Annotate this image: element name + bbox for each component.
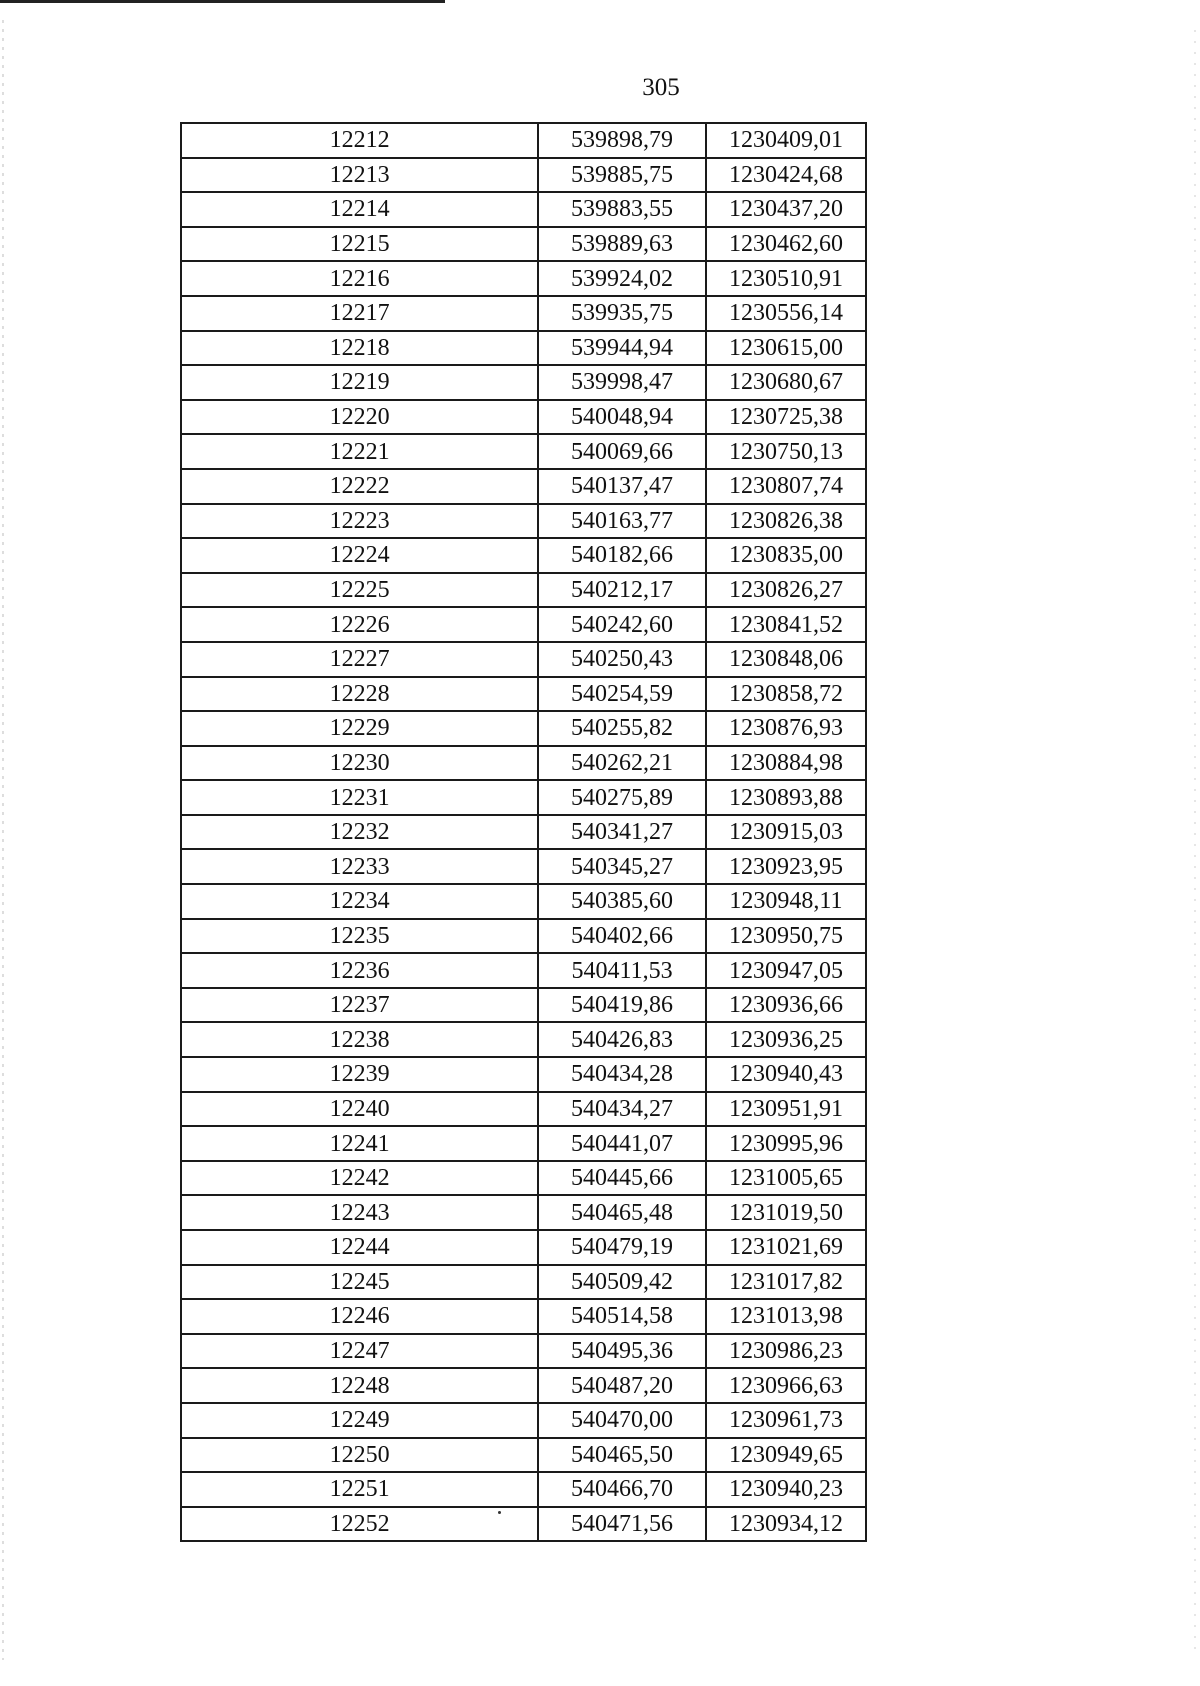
y-coordinate-cell: 1230949,65 — [706, 1438, 866, 1473]
table-row — [181, 711, 866, 746]
x-coordinate-cell: 540048,94 — [538, 400, 706, 435]
point-number-cell: 12212 — [181, 123, 538, 158]
y-coordinate-cell: 1230876,93 — [706, 711, 866, 746]
table-row — [181, 919, 866, 954]
point-number-cell: 12232 — [181, 815, 538, 850]
x-coordinate-cell: 539885,75 — [538, 158, 706, 193]
y-coordinate-cell: 1230725,38 — [706, 400, 866, 435]
table-row — [181, 1334, 866, 1369]
table-row — [181, 642, 866, 677]
x-coordinate-cell: 539924,02 — [538, 261, 706, 296]
y-coordinate-cell: 1230858,72 — [706, 677, 866, 712]
y-coordinate-cell: 1230947,05 — [706, 953, 866, 988]
y-coordinate-cell: 1230940,43 — [706, 1057, 866, 1092]
point-number-cell: 12214 — [181, 192, 538, 227]
table-row — [181, 504, 866, 539]
x-coordinate-cell: 540470,00 — [538, 1403, 706, 1438]
point-number-cell: 12235 — [181, 919, 538, 954]
y-coordinate-cell: 1230835,00 — [706, 538, 866, 573]
x-coordinate-cell: 540479,19 — [538, 1230, 706, 1265]
point-number-cell: 12244 — [181, 1230, 538, 1265]
y-coordinate-cell: 1230923,95 — [706, 849, 866, 884]
x-coordinate-cell: 540434,27 — [538, 1092, 706, 1127]
y-coordinate-cell: 1230966,63 — [706, 1368, 866, 1403]
table-row — [181, 227, 866, 262]
point-number-cell: 12231 — [181, 780, 538, 815]
point-number-cell: 12226 — [181, 607, 538, 642]
table-row — [181, 1230, 866, 1265]
x-coordinate-cell: 540495,36 — [538, 1334, 706, 1369]
x-coordinate-cell: 540254,59 — [538, 677, 706, 712]
table-row — [181, 192, 866, 227]
x-coordinate-cell: 540509,42 — [538, 1265, 706, 1300]
y-coordinate-cell: 1230807,74 — [706, 469, 866, 504]
y-coordinate-cell: 1230510,91 — [706, 261, 866, 296]
point-number-cell: 12230 — [181, 746, 538, 781]
coordinates-table — [180, 122, 867, 1542]
x-coordinate-cell: 540471,56 — [538, 1507, 706, 1542]
table-row — [181, 884, 866, 919]
table-row — [181, 1299, 866, 1334]
y-coordinate-cell: 1230556,14 — [706, 296, 866, 331]
table-row — [181, 1161, 866, 1196]
point-number-cell: 12219 — [181, 365, 538, 400]
table-row — [181, 815, 866, 850]
point-number-cell: 12222 — [181, 469, 538, 504]
table-row — [181, 1195, 866, 1230]
table-row — [181, 746, 866, 781]
y-coordinate-cell: 1230940,23 — [706, 1472, 866, 1507]
table-row — [181, 1092, 866, 1127]
y-coordinate-cell: 1230893,88 — [706, 780, 866, 815]
y-coordinate-cell: 1230848,06 — [706, 642, 866, 677]
y-coordinate-cell: 1230680,67 — [706, 365, 866, 400]
y-coordinate-cell: 1230951,91 — [706, 1092, 866, 1127]
point-number-cell: 12227 — [181, 642, 538, 677]
table-row — [181, 573, 866, 608]
point-number-cell: 12249 — [181, 1403, 538, 1438]
point-number-cell: 12220 — [181, 400, 538, 435]
table-row — [181, 400, 866, 435]
y-coordinate-cell: 1230462,60 — [706, 227, 866, 262]
y-coordinate-cell: 1230826,27 — [706, 573, 866, 608]
x-coordinate-cell: 540137,47 — [538, 469, 706, 504]
y-coordinate-cell: 1231021,69 — [706, 1230, 866, 1265]
y-coordinate-cell: 1230750,13 — [706, 434, 866, 469]
point-number-cell: 12225 — [181, 573, 538, 608]
y-coordinate-cell: 1230936,25 — [706, 1022, 866, 1057]
point-number-cell: 12243 — [181, 1195, 538, 1230]
point-number-cell: 12229 — [181, 711, 538, 746]
table-row — [181, 469, 866, 504]
y-coordinate-cell: 1230884,98 — [706, 746, 866, 781]
x-coordinate-cell: 540445,66 — [538, 1161, 706, 1196]
y-coordinate-cell: 1230961,73 — [706, 1403, 866, 1438]
x-coordinate-cell: 540465,48 — [538, 1195, 706, 1230]
x-coordinate-cell: 539889,63 — [538, 227, 706, 262]
table-row — [181, 849, 866, 884]
table-row — [181, 123, 866, 158]
y-coordinate-cell: 1230826,38 — [706, 504, 866, 539]
scan-edge-right — [1194, 30, 1196, 1650]
x-coordinate-cell: 540514,58 — [538, 1299, 706, 1334]
x-coordinate-cell: 539944,94 — [538, 331, 706, 366]
x-coordinate-cell: 540341,27 — [538, 815, 706, 850]
y-coordinate-cell: 1230424,68 — [706, 158, 866, 193]
y-coordinate-cell: 1230936,66 — [706, 988, 866, 1023]
point-number-cell: 12213 — [181, 158, 538, 193]
coordinates-table-wrapper — [180, 122, 867, 1542]
y-coordinate-cell: 1231017,82 — [706, 1265, 866, 1300]
table-row — [181, 1265, 866, 1300]
table-row — [181, 434, 866, 469]
x-coordinate-cell: 540250,43 — [538, 642, 706, 677]
y-coordinate-cell: 1230437,20 — [706, 192, 866, 227]
point-number-cell: 12245 — [181, 1265, 538, 1300]
x-coordinate-cell: 539883,55 — [538, 192, 706, 227]
point-number-cell: 12236 — [181, 953, 538, 988]
x-coordinate-cell: 539998,47 — [538, 365, 706, 400]
x-coordinate-cell: 540182,66 — [538, 538, 706, 573]
x-coordinate-cell: 540487,20 — [538, 1368, 706, 1403]
y-coordinate-cell: 1230950,75 — [706, 919, 866, 954]
table-row — [181, 1057, 866, 1092]
point-number-cell: 12216 — [181, 261, 538, 296]
point-number-cell: 12242 — [181, 1161, 538, 1196]
top-rule — [0, 0, 445, 3]
table-row — [181, 331, 866, 366]
point-number-cell: 12252 — [181, 1507, 538, 1542]
x-coordinate-cell: 540426,83 — [538, 1022, 706, 1057]
x-coordinate-cell: 539935,75 — [538, 296, 706, 331]
table-row — [181, 261, 866, 296]
x-coordinate-cell: 540345,27 — [538, 849, 706, 884]
point-number-cell: 12247 — [181, 1334, 538, 1369]
point-number-cell: 12239 — [181, 1057, 538, 1092]
x-coordinate-cell: 540212,17 — [538, 573, 706, 608]
table-row — [181, 1507, 866, 1542]
y-coordinate-cell: 1230986,23 — [706, 1334, 866, 1369]
point-number-cell: 12218 — [181, 331, 538, 366]
scan-speck — [498, 1511, 501, 1514]
x-coordinate-cell: 540069,66 — [538, 434, 706, 469]
y-coordinate-cell: 1230915,03 — [706, 815, 866, 850]
point-number-cell: 12250 — [181, 1438, 538, 1473]
x-coordinate-cell: 540255,82 — [538, 711, 706, 746]
point-number-cell: 12217 — [181, 296, 538, 331]
point-number-cell: 12237 — [181, 988, 538, 1023]
y-coordinate-cell: 1230841,52 — [706, 607, 866, 642]
point-number-cell: 12248 — [181, 1368, 538, 1403]
y-coordinate-cell: 1230948,11 — [706, 884, 866, 919]
table-row — [181, 607, 866, 642]
x-coordinate-cell: 540411,53 — [538, 953, 706, 988]
x-coordinate-cell: 540419,86 — [538, 988, 706, 1023]
y-coordinate-cell: 1230934,12 — [706, 1507, 866, 1542]
table-row — [181, 538, 866, 573]
x-coordinate-cell: 540466,70 — [538, 1472, 706, 1507]
x-coordinate-cell: 540385,60 — [538, 884, 706, 919]
point-number-cell: 12234 — [181, 884, 538, 919]
point-number-cell: 12224 — [181, 538, 538, 573]
x-coordinate-cell: 540441,07 — [538, 1126, 706, 1161]
y-coordinate-cell: 1230615,00 — [706, 331, 866, 366]
table-row — [181, 1368, 866, 1403]
point-number-cell: 12215 — [181, 227, 538, 262]
scan-edge-left — [2, 20, 4, 1660]
x-coordinate-cell: 540434,28 — [538, 1057, 706, 1092]
point-number-cell: 12246 — [181, 1299, 538, 1334]
x-coordinate-cell: 540275,89 — [538, 780, 706, 815]
y-coordinate-cell: 1231005,65 — [706, 1161, 866, 1196]
x-coordinate-cell: 540402,66 — [538, 919, 706, 954]
page-number: 305 — [642, 74, 680, 101]
table-row — [181, 780, 866, 815]
x-coordinate-cell: 540262,21 — [538, 746, 706, 781]
table-row — [181, 1438, 866, 1473]
table-row — [181, 677, 866, 712]
table-row — [181, 158, 866, 193]
x-coordinate-cell: 539898,79 — [538, 123, 706, 158]
table-row — [181, 296, 866, 331]
coordinates-table-body — [181, 123, 866, 1541]
y-coordinate-cell: 1230995,96 — [706, 1126, 866, 1161]
point-number-cell: 12251 — [181, 1472, 538, 1507]
x-coordinate-cell: 540242,60 — [538, 607, 706, 642]
point-number-cell: 12221 — [181, 434, 538, 469]
table-row — [181, 1403, 866, 1438]
y-coordinate-cell: 1230409,01 — [706, 123, 866, 158]
point-number-cell: 12241 — [181, 1126, 538, 1161]
table-row — [181, 1022, 866, 1057]
x-coordinate-cell: 540163,77 — [538, 504, 706, 539]
point-number-cell: 12228 — [181, 677, 538, 712]
table-row — [181, 1472, 866, 1507]
point-number-cell: 12233 — [181, 849, 538, 884]
table-row — [181, 1126, 866, 1161]
point-number-cell: 12238 — [181, 1022, 538, 1057]
table-row — [181, 953, 866, 988]
y-coordinate-cell: 1231019,50 — [706, 1195, 866, 1230]
point-number-cell: 12240 — [181, 1092, 538, 1127]
table-row — [181, 988, 866, 1023]
y-coordinate-cell: 1231013,98 — [706, 1299, 866, 1334]
point-number-cell: 12223 — [181, 504, 538, 539]
table-row — [181, 365, 866, 400]
x-coordinate-cell: 540465,50 — [538, 1438, 706, 1473]
